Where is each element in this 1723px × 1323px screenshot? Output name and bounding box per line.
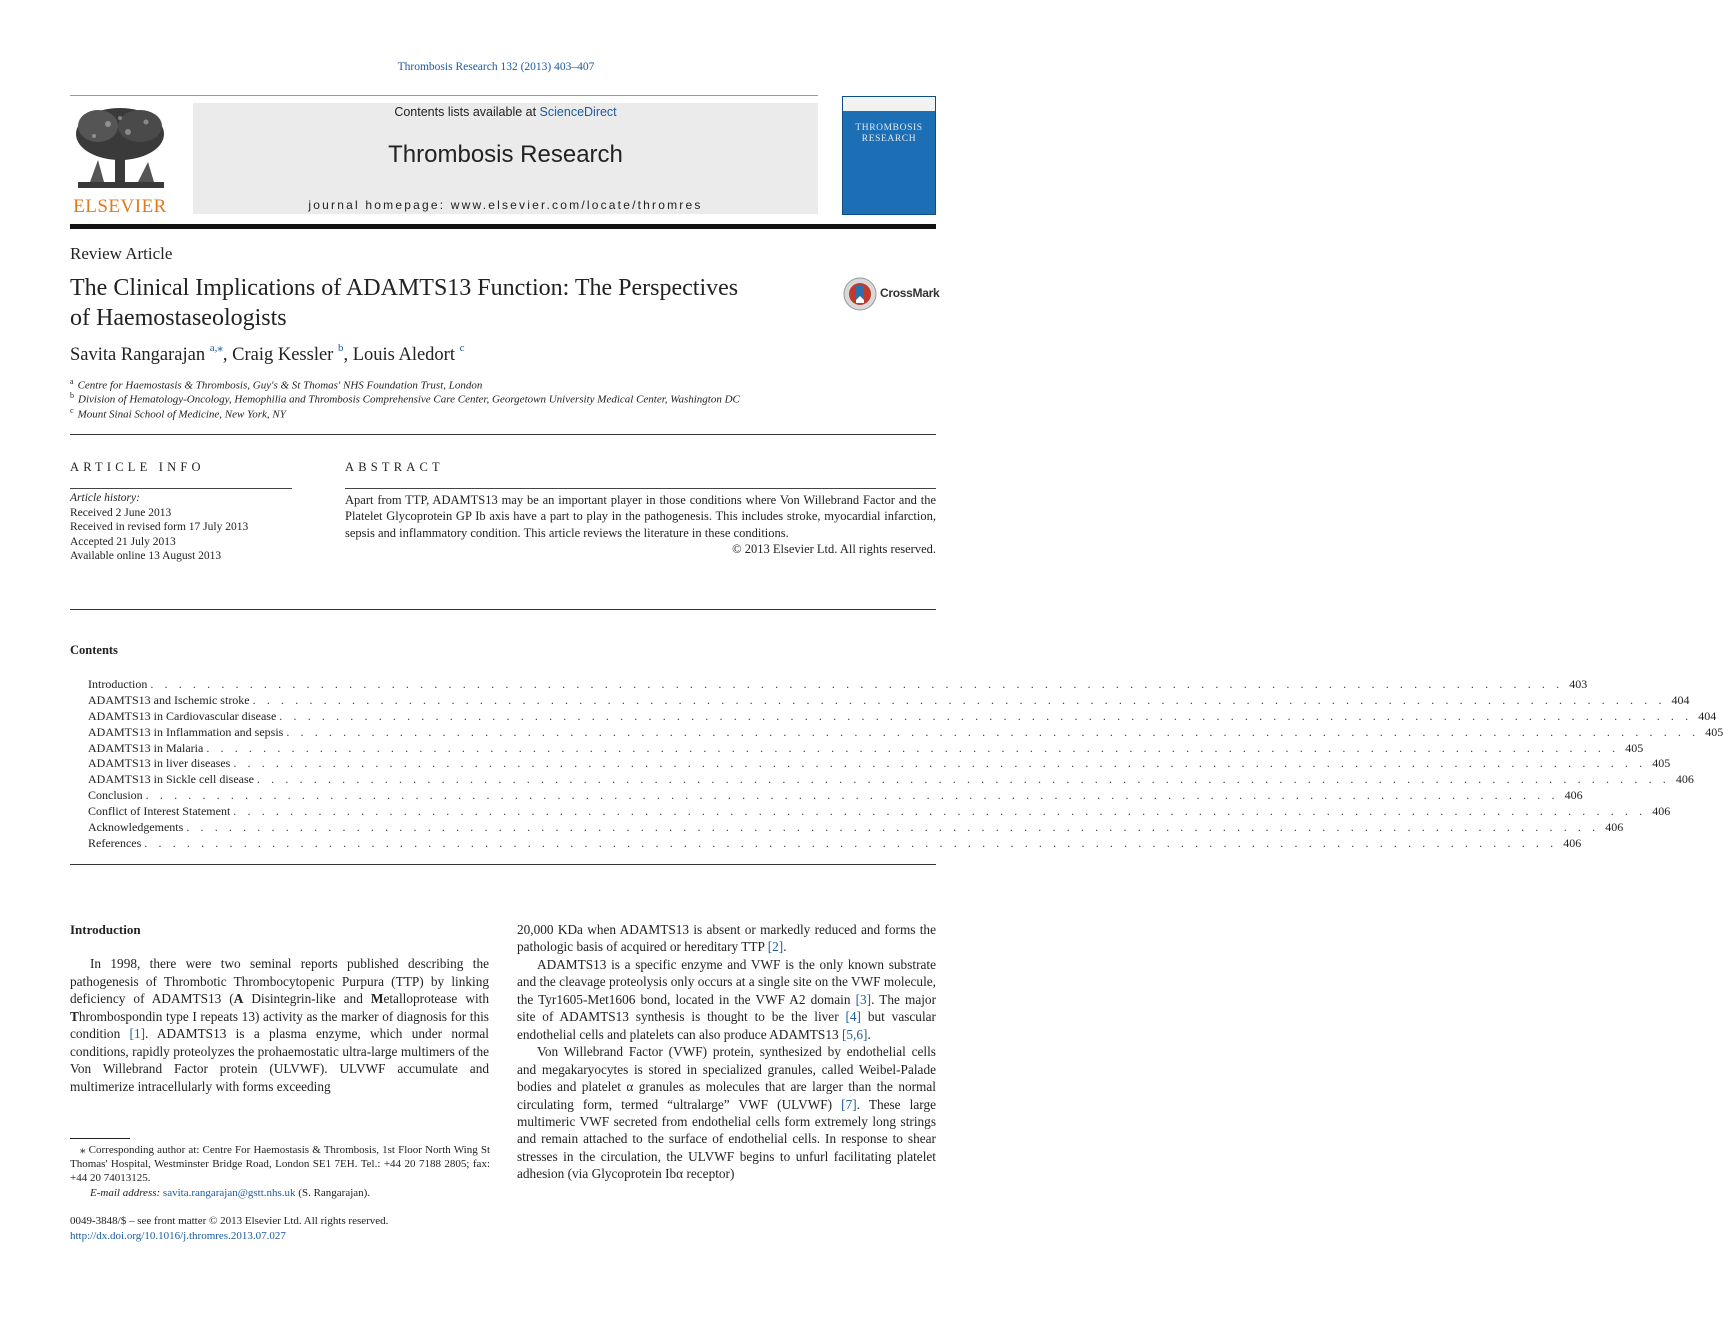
article-history: [70, 491, 248, 564]
toc-leader: . . . . . . . . . . . . . . . . . . . . . . . . . . . . . . . . . . . . . . . . . . . . . . . . . . . . . . . . . . . . . . . . . . . . . . . . . . . . . . . . . . . . . . . . . . . . . . . . . . . .: [145, 788, 1559, 803]
history-online: Available online 13 August 2013: [70, 550, 222, 562]
toc-item-page: 405: [1705, 724, 1723, 739]
toc-item-label: ADAMTS13 and Ischemic stroke: [88, 692, 250, 707]
body-text: but vascular endothelial cells and platelets can also produce ADAMTS13: [517, 1009, 936, 1042]
affiliation-text: Centre for Haemostasis & Thrombosis, Guy's & St Thomas' NHS Foundation Trust, London: [77, 379, 483, 392]
body-text: .: [783, 939, 787, 955]
body-paragraph: [517, 956, 936, 1043]
toc-item-page: 404: [1671, 692, 1690, 707]
body-text: 20,000 KDa when ADAMTS13 is absent or markedly reduced and forms the pathologic basis of acquired or hereditary TTP: [517, 922, 936, 955]
toc-leader: . . . . . . . . . . . . . . . . . . . . . . . . . . . . . . . . . . . . . . . . . . . . . . . . . . . . . . . . . . . . . . . . . . . . . . . . . . . . . . . . . . . . . . . . . . . . . . . . . . . .: [252, 692, 1666, 707]
toc-item-label: ADAMTS13 in Inflammation and sepsis: [88, 724, 284, 739]
elsevier-logo: [68, 104, 172, 216]
toc-leader: . . . . . . . . . . . . . . . . . . . . . . . . . . . . . . . . . . . . . . . . . . . . . . . . . . . . . . . . . . . . . . . . . . . . . . . . . . . . . . . . . . . . . . . . . . . . . . . . . . . .: [256, 772, 1670, 787]
body-paragraph: [517, 1043, 936, 1183]
body-right-column: [517, 921, 936, 1183]
affiliation: [70, 377, 482, 392]
journal-citation[interactable]: Thrombosis Research 132 (2013) 403–407: [397, 61, 595, 73]
affiliation-mark: c: [70, 406, 74, 415]
toc-item-label: ADAMTS13 in liver diseases: [88, 756, 231, 771]
history-label: Article history:: [70, 492, 140, 504]
author-affil-mark[interactable]: b: [337, 342, 344, 354]
history-received: Received 2 June 2013: [70, 506, 172, 519]
toc-item-page: 406: [1675, 772, 1694, 787]
toc-item-label: Introduction: [88, 677, 148, 691]
abstract-rule: [345, 488, 936, 489]
body-text: . The major site of ADAMTS13 synthesis is thought to be the liver: [517, 991, 936, 1025]
abstract-text: Apart from TTP, ADAMTS13 may be an important player in those conditions where Von Willebrand Factor and the Platelet Glycoprotein GP Ib axis have a part to play in the pathogenesis. This includes stroke, myocardial infarction, sepsis and inflammatory condition. This article reviews the literature in these conditions.: [345, 493, 936, 540]
toc-item[interactable]: [88, 724, 1723, 741]
toc-item-label: ADAMTS13 in Malaria: [88, 740, 204, 755]
abstract-heading: ABSTRACT: [345, 460, 444, 474]
body-text: Disintegrin-like and: [243, 991, 371, 1007]
toc-item-page: 406: [1563, 835, 1582, 850]
body-text: . ADAMTS13 is a plasma enzyme, which under normal conditions, rapidly proteolyzes the prohaemostatic ultra-large multimers of the Von Willebrand Factor protein (ULVWF). ULVWF accumulate and multimerize intracellularly with forms exceeding: [70, 1026, 489, 1094]
affiliation: [70, 391, 740, 406]
email-label: E-mail address:: [90, 1186, 161, 1199]
header-thick-rule: [70, 224, 936, 229]
toc-item[interactable]: [88, 756, 1671, 772]
toc-item-page: 405: [1625, 740, 1644, 755]
author-name[interactable]: Craig Kessler: [232, 345, 334, 366]
affiliation-mark: b: [70, 391, 74, 400]
affiliation-text: Mount Sinai School of Medicine, New York, NY: [77, 408, 286, 421]
article-type: Review Article: [70, 244, 173, 263]
issn-line: 0049-3848/$ – see front matter © 2013 Elsevier Ltd. All rights reserved.: [70, 1215, 389, 1227]
toc-item[interactable]: [88, 740, 1644, 757]
sciencedirect-link[interactable]: ScienceDirect: [539, 105, 617, 119]
email-suffix: (S. Rangarajan).: [295, 1186, 371, 1199]
toc-leader: . . . . . . . . . . . . . . . . . . . . . . . . . . . . . . . . . . . . . . . . . . . . . . . . . . . . . . . . . . . . . . . . . . . . . . . . . . . . . . . . . . . . . . . . . . . . . . . . . . . .: [279, 708, 1693, 723]
crossmark-icon: [842, 276, 878, 312]
toc-item[interactable]: [88, 692, 1690, 709]
section-divider: [70, 434, 936, 435]
acronym-letter: M: [370, 991, 384, 1007]
citation-link[interactable]: [4]: [845, 1009, 861, 1025]
toc-leader: . . . . . . . . . . . . . . . . . . . . . . . . . . . . . . . . . . . . . . . . . . . . . . . . . . . . . . . . . . . . . . . . . . . . . . . . . . . . . . . . . . . . . . . . . . . . . . . . . . . .: [206, 740, 1620, 755]
toc-item-page: 406: [1652, 804, 1671, 819]
body-text: In 1998, there were two seminal reports published describing the pathogenesis of Thrombotic Thrombocytopenic Purpura (TTP) by linking deficiency of ADAMTS13 (: [70, 956, 489, 1007]
author-affil-mark[interactable]: c: [459, 342, 465, 354]
toc-item-label: References: [88, 835, 142, 850]
history-accepted: Accepted 21 July 2013: [70, 535, 176, 548]
toc-item[interactable]: [88, 708, 1717, 725]
toc-leader: . . . . . . . . . . . . . . . . . . . . . . . . . . . . . . . . . . . . . . . . . . . . . . . . . . . . . . . . . . . . . . . . . . . . . . . . . . . . . . . . . . . . . . . . . . . . . . . . . . . .: [233, 804, 1647, 819]
citation-link[interactable]: [3]: [855, 991, 872, 1007]
footnote-text: Corresponding author at: Centre For Haemostasis & Thrombosis, 1st Floor North Wing St Thomas' Hospital, Westminster Bridge Road, London SE1 7EH. Tel.: +44 20 7188 2805; fax: +44 20 74013125.: [70, 1144, 491, 1185]
toc-item[interactable]: [88, 788, 1583, 804]
footnote-rule: [70, 1138, 130, 1139]
section-divider: [70, 609, 936, 610]
crossmark-badge[interactable]: [842, 276, 938, 312]
body-left-column: [70, 921, 489, 1095]
toc-item-page: 403: [1569, 677, 1588, 691]
toc-item[interactable]: [88, 772, 1694, 788]
toc-item[interactable]: [88, 835, 1582, 852]
acronym-letter: A: [233, 991, 244, 1007]
article-title: [70, 273, 790, 333]
toc-item-label: ADAMTS13 in Cardiovascular disease: [88, 708, 277, 723]
body-text: Von Willebrand Factor (VWF) protein, synthesized by endothelial cells and megakaryocytes is stored in specialized granules, called Weibel-Palade bodies and platelet α granules as molecules that are larger than the normal circulating form, termed “ultralarge” VWF (ULVWF): [517, 1044, 936, 1112]
toc-item-page: 406: [1564, 788, 1583, 803]
toc-leader: . . . . . . . . . . . . . . . . . . . . . . . . . . . . . . . . . . . . . . . . . . . . . . . . . . . . . . . . . . . . . . . . . . . . . . . . . . . . . . . . . . . . . . . . . . . . . . . . . . . .: [144, 835, 1558, 850]
author-name[interactable]: Savita Rangarajan: [70, 345, 206, 366]
toc-leader: . . . . . . . . . . . . . . . . . . . . . . . . . . . . . . . . . . . . . . . . . . . . . . . . . . . . . . . . . . . . . . . . . . . . . . . . . . . . . . . . . . . . . . . . . . . . . . . . . . . .: [233, 756, 1647, 771]
cover-title-line2: RESEARCH: [861, 134, 917, 144]
body-paragraph: [517, 921, 936, 956]
citation-link[interactable]: [7]: [841, 1096, 857, 1112]
article-info-heading: ARTICLE INFO: [70, 460, 205, 474]
email-link[interactable]: savita.rangarajan@gstt.nhs.uk: [162, 1186, 296, 1199]
body-text: .: [867, 1026, 871, 1042]
footnote-mark: ⁎: [80, 1144, 86, 1156]
toc-item[interactable]: [88, 804, 1671, 820]
cover-title: [843, 123, 935, 145]
elsevier-wordmark: ELSEVIER: [73, 196, 167, 217]
body-text: . These large multimeric VWF secreted from endothelial cells form extremely long strings and remain attached to the surface of endothelial cells. In response to shear stresses in the circulation, the ULVWF begins to unfurl facilitating platelet adhesion (via Glycoprotein Ibα receptor): [517, 1096, 936, 1182]
article-title-line1: The Clinical Implications of ADAMTS13 Function: The Perspectives: [70, 275, 739, 301]
toc-item-label: ADAMTS13 in Sickle cell disease: [88, 772, 254, 787]
toc-item[interactable]: [88, 820, 1624, 836]
contents-available-line: [193, 105, 818, 119]
toc-leader: . . . . . . . . . . . . . . . . . . . . . . . . . . . . . . . . . . . . . . . . . . . . . . . . . . . . . . . . . . . . . . . . . . . . . . . . . . . . . . . . . . . . . . . . . . . . . . . . . . . .: [286, 724, 1700, 739]
citation-link[interactable]: [1]: [129, 1026, 146, 1042]
issn-block: [70, 1214, 388, 1244]
contents-prefix: Contents lists available at: [394, 105, 540, 119]
body-text: etalloprotease with: [383, 991, 489, 1007]
author-list: Savita Rangarajan $^{a,⁎}$, Craig Kessler $^b$, Louis Aledort $^c$: [70, 342, 465, 366]
affiliation: [70, 406, 286, 421]
toc-item-label: Conclusion: [88, 788, 143, 803]
elsevier-tree-icon: [68, 104, 172, 192]
toc-item[interactable]: [88, 677, 1588, 693]
author-name[interactable]: Louis Aledort: [352, 345, 455, 366]
toc-leader: . . . . . . . . . . . . . . . . . . . . . . . . . . . . . . . . . . . . . . . . . . . . . . . . . . . . . . . . . . . . . . . . . . . . . . . . . . . . . . . . . . . . . . . . . . . . . . . . . . . .: [186, 820, 1600, 835]
history-revised: Received in revised form 17 July 2013: [70, 521, 249, 533]
cover-title-line1: THROMBOSIS: [855, 123, 923, 133]
acronym-letter: T: [70, 1008, 79, 1024]
cover-top-strip: [843, 97, 935, 111]
header-divider: [70, 95, 818, 96]
intro-paragraph-1: [70, 955, 489, 1095]
journal-homepage[interactable]: journal homepage: www.elsevier.com/locate/thromres: [308, 198, 703, 212]
toc-item-label: Acknowledgements: [88, 820, 184, 835]
section-divider: [70, 864, 936, 865]
journal-title: Thrombosis Research: [388, 141, 623, 168]
toc-item-page: 406: [1605, 820, 1624, 835]
toc-item-page: 404: [1698, 708, 1717, 723]
toc-item-page: 405: [1652, 756, 1671, 771]
citation-link[interactable]: [5,6]: [841, 1026, 868, 1042]
toc-item-label: Conflict of Interest Statement: [88, 804, 231, 819]
journal-cover: [842, 96, 936, 215]
body-text: ADAMTS13 is a specific enzyme and VWF is the only known substrate and the cleavage proteolysis only occurs at a single site on the VWF molecule, the Tyr1605-Met1606 bond, located in the VWF A2 domain: [517, 956, 936, 1007]
crossmark-label: CrossMark: [880, 286, 940, 300]
citation-link[interactable]: [2]: [767, 939, 784, 955]
abstract-body: [345, 492, 936, 557]
toc-leader: . . . . . . . . . . . . . . . . . . . . . . . . . . . . . . . . . . . . . . . . . . . . . . . . . . . . . . . . . . . . . . . . . . . . . . . . . . . . . . . . . . . . . . . . . . . . . . . . . . . .: [150, 677, 1564, 691]
affiliation-mark: a: [70, 377, 74, 386]
table-of-contents: [88, 677, 1723, 852]
affiliation-text: Division of Hematology-Oncology, Hemophilia and Thrombosis Comprehensive Care Center, Georgetown University Medical Center, Washington DC: [78, 393, 740, 406]
abstract-copyright: © 2013 Elsevier Ltd. All rights reserved.: [732, 541, 936, 556]
doi-link[interactable]: http://dx.doi.org/10.1016/j.thromres.2013.07.027: [70, 1230, 286, 1242]
article-title-line2: of Haemostaseologists: [70, 305, 287, 331]
corresponding-author-footnote: [70, 1143, 490, 1200]
intro-heading: Introduction: [70, 922, 141, 937]
author-affil-mark[interactable]: a,⁎: [209, 342, 223, 354]
contents-heading: Contents: [70, 643, 118, 657]
article-info-rule: [70, 488, 292, 489]
body-text: hrombospondin type I repeats 13) activity as the marker of diagnosis for this condition: [70, 1008, 489, 1042]
